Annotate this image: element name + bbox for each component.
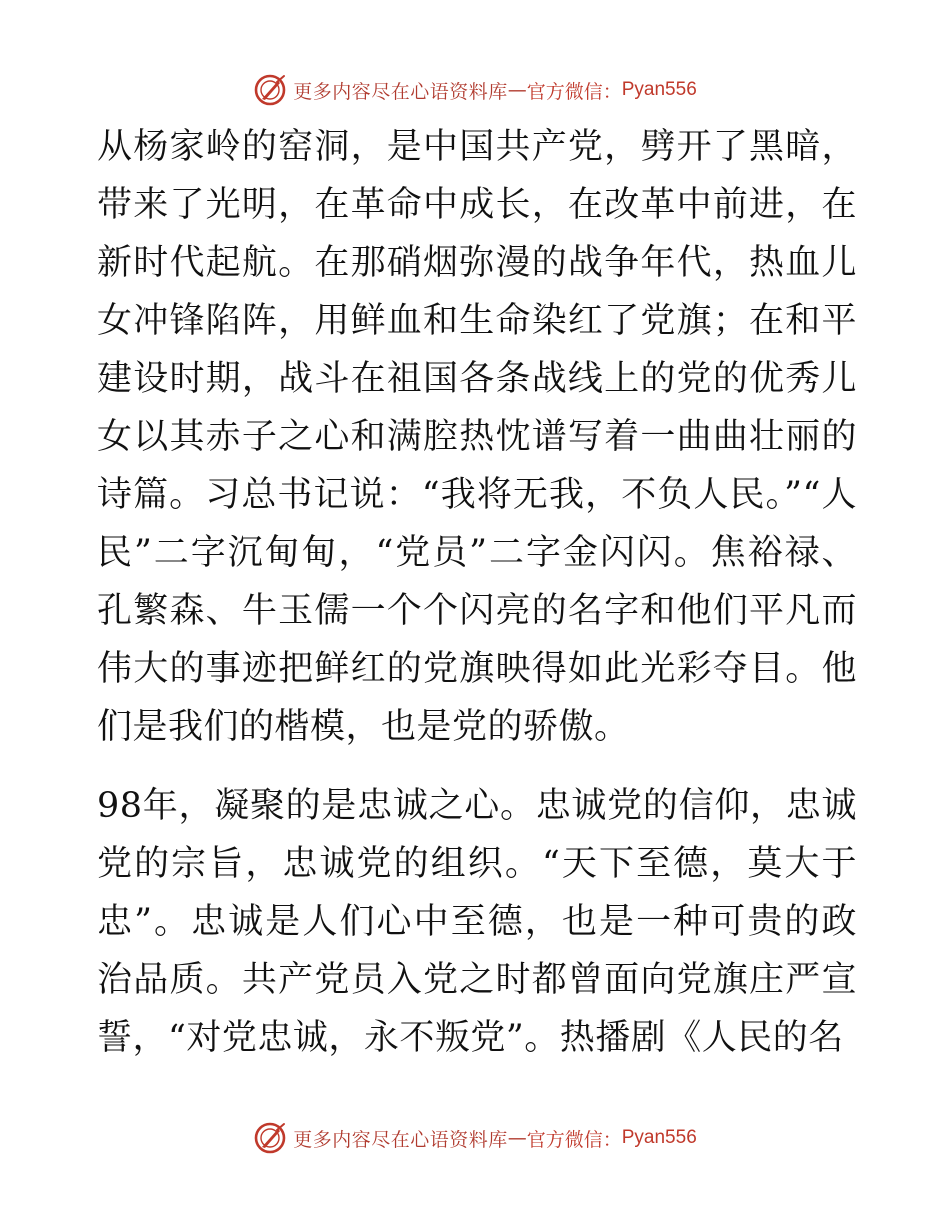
footer-banner [0,1118,950,1158]
footer-brand-text: 更多内容尽在心语资料库 [293,1128,508,1151]
paragraph-1: 从杨家岭的窑洞，是中国共产党，劈开了黑暗，带来了光明，在革命中成长，在改革中前进，在新时代起航。在那硝烟弥漫的战争年代，热血儿女冲锋陷阵，用鲜血和生命染红了党旗；在和平建设时期，战斗在祖国各条战线上的党的优秀儿女以其赤子之心和满腔热忱谱写着一曲曲壮丽的诗篇。习总书记说：“我将无我，不负人民。”“人民”二字沉甸甸，“党员”二字金闪闪。焦裕禄、孔繁森、牛玉儒一个个闪亮的名字和他们平凡而伟大的事迹把鲜红的党旗映得如此光彩夺目。他们是我们的楷模，也是党的骄傲。 [97,127,857,747]
header-account: Pyan556 [621,79,697,100]
quill-seal-icon [253,1121,287,1155]
header-banner [0,70,950,110]
document-body [97,118,857,1067]
header-brand-text: 更多内容尽在心语资料库 [293,80,508,103]
footer-separator: — [507,1127,527,1149]
quill-seal-icon [253,73,287,107]
footer-wechat-label: 官方微信： [526,1128,622,1151]
header-separator: — [507,79,527,101]
footer-account: Pyan556 [621,1127,697,1148]
header-wechat-label: 官方微信： [526,80,622,103]
paragraph-2: 98年，凝聚的是忠诚之心。忠诚党的信仰，忠诚党的宗旨，忠诚党的组织。“天下至德，莫大于忠”。忠诚是人们心中至德，也是一种可贵的政治品质。共产党员入党之时都曾面向党旗庄严宣誓，“对党忠诚，永不叛党”。热播剧《人民的名 [97,786,857,1058]
